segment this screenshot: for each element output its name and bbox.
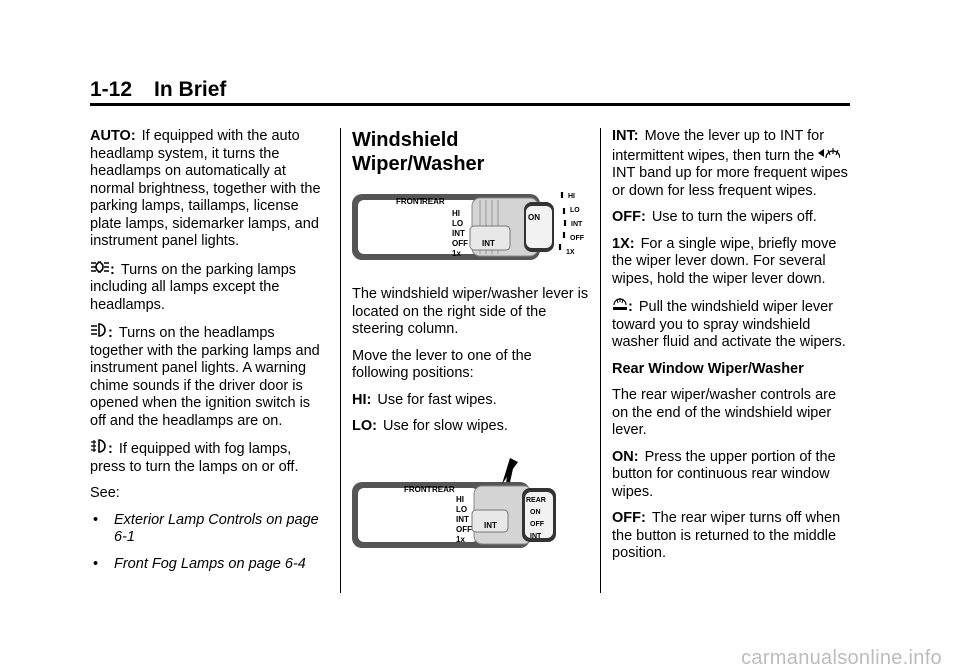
svg-text:1X: 1X [566,249,575,256]
svg-text:LO: LO [456,504,468,514]
column-divider-2 [600,128,601,593]
svg-text:INT: INT [530,532,542,540]
rear-wiper-heading: Rear Window Wiper/Washer [612,360,804,377]
page-number: 1-12 [90,78,133,101]
fog-lamps-paragraph: : If equipped with fog lamps, press to turn the lamps on or off. [90,441,299,475]
parking-lamps-paragraph: : Turns on the parking lamps including all lamps except the headlamps. [90,261,297,313]
off-paragraph: OFF: Use to turn the wipers off. [612,209,817,225]
int-paragraph: INT: Move the lever up to INT for intermittent wipes, then turn the INT band up for more frequent wipes or down for less frequent wipes. [612,128,848,199]
svg-text:INT: INT [571,221,583,228]
rear-intro: The rear wiper/washer controls are on the end of the windshield wiper lever. [612,387,837,438]
one-x-paragraph: 1X: For a single wipe, briefly move the wiper lever down. For several wipes, hold the wiper lever down. [612,235,837,287]
column-2 [352,128,592,552]
page-header [90,78,226,102]
fig1-front-label: FRONT [396,197,424,206]
svg-text:HI: HI [568,193,575,200]
section-heading: Windshield Wiper/Washer [352,129,485,175]
hi-paragraph: HI: Use for fast wipes. [352,391,497,408]
svg-text:LO: LO [452,219,464,228]
wiper-lever-illustration [352,186,584,268]
svg-text:FRONT: FRONT [404,484,432,494]
auto-label: AUTO: [90,128,136,144]
svg-text:OFF: OFF [530,520,544,528]
svg-text:INT: INT [482,239,495,248]
svg-text:1x: 1x [456,534,465,544]
reference-link[interactable]: • Exterior Lamp Controls on page 6-1 [90,512,328,547]
svg-text:REAR: REAR [526,496,546,504]
wiper-move: Move the lever to one of the following positions: [352,347,532,381]
svg-text:HI: HI [452,209,460,218]
headlamps-paragraph: : Turns on the headlamps together with the parking lamps and instrument panel lights. A warning chime sounds if the driver door is opened when the ignition switch is off and the headlamps are on. [90,325,320,429]
column-3 [612,128,854,572]
fog-lamps-icon: : [90,439,113,459]
wiper-intro: The windshield wiper/washer lever is located on the right side of the steering column. [352,286,589,337]
column-1 [90,128,328,582]
section-title: In Brief [154,78,227,101]
svg-text:OFF: OFF [570,235,584,242]
int-band-icon [818,148,840,164]
headlamps-icon: : [90,323,113,343]
fig1-rear-label: REAR [422,197,445,206]
svg-text:INT: INT [484,520,497,530]
header-rule [90,103,850,106]
on-paragraph: ON: Press the upper portion of the button for continuous rear window wipes. [612,448,836,500]
svg-text:ON: ON [530,508,541,516]
rear-off-paragraph: OFF: The rear wiper turns off when the button is returned to the middle position. [612,510,841,561]
reference-link[interactable]: • Front Fog Lamps on page 6-4 [90,556,328,574]
washer-paragraph: : Pull the windshield wiper lever toward you to spray windshield washer fluid and activate the wipers. [612,299,846,350]
lo-paragraph: LO: Use for slow wipes. [352,418,508,434]
svg-text:OFF: OFF [452,239,468,248]
svg-text:ON: ON [528,213,540,222]
svg-text:HI: HI [456,494,464,504]
wiper-lever-pull-illustration [352,454,584,552]
parking-lamps-icon: : [90,260,115,280]
svg-text:OFF: OFF [456,524,472,534]
svg-text:LO: LO [570,207,580,214]
front-washer-icon: : [612,297,633,317]
auto-paragraph: AUTO: If equipped with the auto headlamp system, it turns the headlamps on automatically at normal brightness, together with the parking lamps, taillamps, license plate lamps, sidemarker lamps, and instrument panel lights. [90,128,321,249]
svg-text:INT: INT [452,229,465,238]
see-label: See: [90,485,120,501]
svg-text:1x: 1x [452,249,461,258]
watermark: carmanualsonline.info [741,647,942,669]
column-divider-1 [340,128,341,593]
svg-text:INT: INT [456,514,469,524]
svg-text:REAR: REAR [432,484,455,494]
